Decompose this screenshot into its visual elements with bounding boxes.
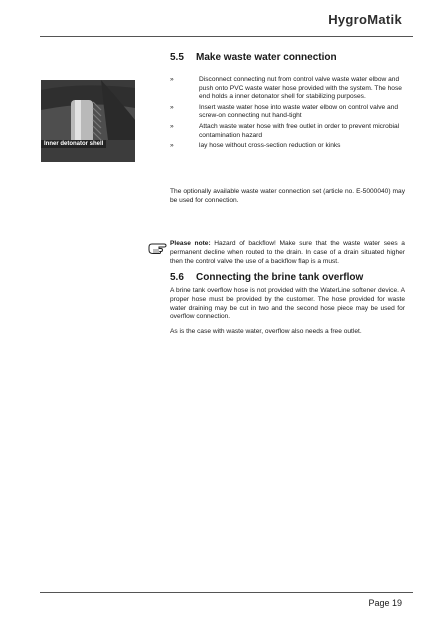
- brine-overflow-text: [170, 287, 405, 337]
- section-5-6-heading: [170, 272, 405, 283]
- waste-water-steps: [170, 76, 405, 153]
- list-item: [170, 123, 405, 140]
- brine-paragraph-1: A brine tank overflow hose is not provided with the WaterLine softener device. A proper hose must be provided by the customer. The hose provided for waste water draining may be cut in two and the second hose piece may be used for overflow connection.: [170, 287, 405, 321]
- section-5-6: [170, 272, 405, 283]
- brine-paragraph-2: As is the case with waste water, overflow also needs a free outlet.: [170, 328, 362, 336]
- list-item: [170, 104, 405, 121]
- section-5-6-number: 5.6: [170, 272, 184, 283]
- bullet-mark: »: [170, 142, 174, 150]
- step-text: Insert waste water hose into waste water elbow on control valve and screw-on connecting nut hand-tight: [199, 103, 399, 120]
- pointing-hand-icon: [148, 240, 170, 256]
- step-text: lay hose without cross-section reduction or kinks: [199, 142, 341, 150]
- connection-set-paragraph-block: [170, 188, 405, 206]
- hose-photo-drawing: [41, 80, 135, 162]
- step-text: Attach waste water hose with free outlet in order to prevent microbial contamination hazard: [199, 122, 400, 139]
- note-text: Hazard of backflow! Make sure that the waste water sees a permanent decline when routed to the drain. In case of a drain situated higher then the control valve the use of a backflow flap is a must.: [170, 240, 405, 265]
- note-label: Please note:: [170, 240, 211, 247]
- bullet-mark: »: [170, 103, 174, 111]
- header-rule: [40, 36, 413, 37]
- bullet-mark: »: [170, 122, 174, 130]
- footer-rule: [40, 592, 413, 593]
- list-item: [170, 142, 405, 151]
- hygromatik-logo: HygroMatik: [328, 12, 402, 27]
- section-5-6-title: Connecting the brine tank overflow: [196, 272, 364, 283]
- list-item: [170, 76, 405, 102]
- bullet-mark: »: [170, 76, 174, 83]
- photo-caption: Inner detonator shell: [41, 140, 106, 148]
- step-text: Disconnect connecting nut from control valve waste water elbow and push onto PVC waste water hose provided with the system. The hose end holds a inner detonator shell for stabilizing purposes.: [199, 76, 402, 101]
- section-5-5: [170, 52, 405, 63]
- section-5-5-number: 5.5: [170, 52, 184, 63]
- section-5-5-heading: [170, 52, 405, 63]
- backflow-note: [170, 240, 405, 266]
- connection-set-paragraph: The optionally available waste water connection set (article no. E-5000040) may be used for connection.: [170, 188, 405, 204]
- hose-photo: [41, 80, 135, 162]
- section-5-5-title: Make waste water connection: [196, 52, 337, 63]
- page-number: Page 19: [368, 598, 402, 608]
